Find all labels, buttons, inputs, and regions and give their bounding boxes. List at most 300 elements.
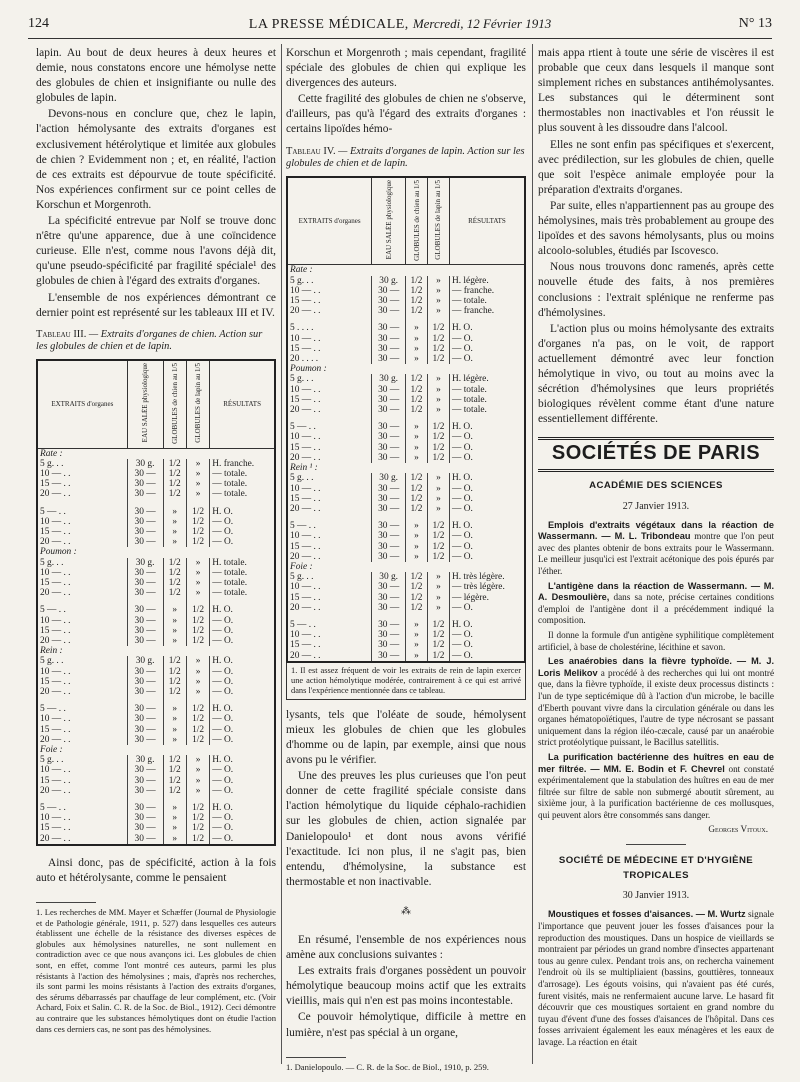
table-cell (210, 500, 275, 507)
table-cell: » (186, 667, 209, 677)
table-cell: » (163, 507, 186, 517)
academie-title: ACADÉMIE DES SCIENCES (589, 480, 723, 492)
table-row (287, 494, 525, 504)
table-cell: 20 — . . (37, 735, 127, 745)
table-row (37, 605, 275, 615)
table-cell: 30 — (372, 453, 406, 463)
table-row (287, 415, 525, 422)
table-cell: 5 g. . . (37, 656, 127, 666)
section-title: SOCIÉTÉS DE PARIS (551, 442, 761, 465)
table-cell: 30 — (372, 640, 406, 650)
table-cell: 30 — (127, 489, 163, 499)
divider (626, 844, 686, 845)
table-cell: 10 — . . (37, 714, 127, 724)
column-divider (281, 44, 282, 1064)
table-caption-text: — Extraits d'organes de lapin. Action sur les globules de chien et de lapin. (286, 145, 525, 169)
table-cell: » (186, 687, 209, 697)
report-text: montre que l'on peut avec des plantes obtenir de bons extraits pour le Wassermann. Le meilleur jusqu'ici est l'extrait acétonique des pois épurés par l'éther. (538, 531, 774, 576)
table-cell (372, 613, 406, 620)
table-row (37, 636, 275, 646)
table-cell: 30 g. (127, 656, 163, 666)
table-cell: 30 — (372, 286, 406, 296)
table-cell (127, 500, 163, 507)
table-row (37, 786, 275, 796)
paragraph: mais appa rtient à toute une série de viscères il est probable que ceux dans lesquels il manque sont simplement riches en substances antihémolysantes. Les substances qui le déterminent sont thermostables non inactivables et l'on réussit le plus souvent à les dissoudre dans l'alcool. (538, 47, 774, 135)
table-cell: — O. (210, 677, 275, 687)
table-cell: 1/2 (186, 714, 209, 724)
table-cell (127, 796, 163, 803)
table-cell: 1/2 (186, 735, 209, 745)
table-cell: 1/2 (428, 354, 450, 364)
table-cell: » (186, 578, 209, 588)
organ-label: Rein : (37, 646, 275, 656)
table-cell: 30 — (372, 504, 406, 514)
table-cell: 30 — (127, 776, 163, 786)
table-cell (287, 316, 372, 323)
table-cell: » (406, 344, 428, 354)
table-cell: 30 — (127, 568, 163, 578)
table-cell: 1/2 (406, 306, 428, 316)
table-cell: — O. (449, 484, 525, 494)
table-cell: 5 — . . (287, 422, 372, 432)
table-cell: 30 — (372, 296, 406, 306)
table-row (37, 616, 275, 626)
table-row (37, 656, 275, 666)
table-cell: 15 — . . (287, 593, 372, 603)
table-cell: — O. (210, 527, 275, 537)
table-4-note: 1. Il est assez fréquent de voir les extraits de rein de lapin exercer une action hémolytique modérée, contrairement à ce qui est arrivé dans l'expérience mentionnée dans ce tableau. (286, 663, 526, 700)
section-rule (538, 469, 774, 472)
table-cell: » (163, 636, 186, 646)
table-cell: 1/2 (428, 334, 450, 344)
report-item (538, 630, 774, 653)
table-cell: 1/2 (186, 537, 209, 547)
table-header (372, 177, 406, 265)
academie-date: 27 Janvier 1913. (622, 500, 690, 512)
table-cell: » (406, 552, 428, 562)
table-cell: 15 — . . (37, 527, 127, 537)
table-cell: 1/2 (186, 636, 209, 646)
footnote-rule (286, 1057, 346, 1058)
header-label: EAU SALÉE physiologique (384, 180, 393, 260)
table-cell: H. O. (210, 656, 275, 666)
table-4-caption (286, 146, 526, 170)
table-row (287, 276, 525, 286)
table-cell: 20 — . . (37, 786, 127, 796)
table-cell: 1/2 (186, 626, 209, 636)
table-cell: 15 — . . (287, 640, 372, 650)
table-row (37, 578, 275, 588)
table-cell: 1/2 (406, 473, 428, 483)
table-cell: 5 — . . (287, 620, 372, 630)
table-row (37, 489, 275, 499)
organ-label: Rein ¹ : (287, 463, 525, 473)
table-cell: 1/2 (186, 517, 209, 527)
table-cell: 1/2 (406, 603, 428, 613)
table-cell: 1/2 (163, 667, 186, 677)
table-cell: H. O. (210, 803, 275, 813)
report-text: dans sa note, précise certaines conditions d'emploi de l'antigène dont il a précédemment indiqué la composition. (538, 592, 774, 626)
table-cell: 1/2 (428, 432, 450, 442)
table-cell: 1/2 (163, 469, 186, 479)
table-cell (449, 316, 525, 323)
column-divider (532, 44, 533, 1064)
table-cell: » (163, 704, 186, 714)
table-cell (406, 415, 428, 422)
table-cell: H. O. (449, 473, 525, 483)
table-cell: 30 g. (372, 276, 406, 286)
table-row (287, 582, 525, 592)
table-cell (428, 514, 450, 521)
table-cell: » (163, 813, 186, 823)
table-header (186, 360, 209, 448)
table-cell: » (428, 504, 450, 514)
report-text: a procédé à des recherches qui lui ont montré que, dans la fièvre typhoïde, il existe deux processus distincts : l'un de type septicémique dû à l'action d'un microbe, le bacille d'Eberth pouvant vivre dans la circulation générale ou dans les organes hématopoïétiques, l'autre de type nécrosant se passant uniquement dans la région iléo-cæcale, causé par un anaérobie strict protéolytique puissant, le Bacillus satellitis. (538, 667, 775, 748)
table-row (37, 755, 275, 765)
table-cell: 1/2 (163, 588, 186, 598)
table-cell: — O. (210, 687, 275, 697)
table-row (37, 796, 275, 803)
report-text: signale l'importance que peuvent jouer les fosses d'aisances pour la reproduction des moustiques. Dans un hospice de vieillards se montraient par périodes un grand nombre d'insectes appartenant tous au genre culex. Pendant trois ans, on rechercha vainement l'endroit où ils se multipliaient (bassins, gouttières, tonneaux d'arrosage). Les égouts voisins, qui n'avaient pas été curés, furent visités, mais ne renfermaient aucune larve. Le hasard fit découvrir que ces moustiques sortaient en grand nombre du tuyau d'évent d'une des fosses d'aisances de l'hôpital. Dans ces fosses arrivaient également les eaux ménagères et les eaux de lavage. La réaction en était (538, 909, 774, 1047)
table-row (37, 776, 275, 786)
table-label: Tableau IV. (286, 145, 336, 157)
table-cell: 30 — (372, 344, 406, 354)
table-cell: 15 — . . (37, 479, 127, 489)
table-cell: 1/2 (163, 479, 186, 489)
table-row (287, 385, 525, 395)
section-stars: ⁂ (401, 905, 411, 917)
table-cell: 30 — (372, 323, 406, 333)
table-cell: — O. (449, 443, 525, 453)
table-cell: » (186, 479, 209, 489)
table-cell: » (406, 521, 428, 531)
table-row (287, 613, 525, 620)
table-cell: — totale. (210, 479, 275, 489)
table-cell: » (406, 640, 428, 650)
table-cell: 30 — (127, 714, 163, 724)
table-cell: 30 — (127, 507, 163, 517)
table-cell: 20 — . . (287, 504, 372, 514)
table-cell: » (428, 572, 450, 582)
organ-label: Foie : (37, 745, 275, 755)
table-cell: » (163, 834, 186, 845)
table-cell (449, 415, 525, 422)
table-cell (449, 613, 525, 620)
table-cell: — totale. (449, 385, 525, 395)
table-cell: » (163, 725, 186, 735)
table-cell (210, 697, 275, 704)
table-cell: 10 — . . (37, 765, 127, 775)
paragraph: Cette fragilité des globules de chien ne s'observe, d'ailleurs, pas qu'à l'égard des extraits d'organes : certains lipoïdes hémo- (286, 93, 526, 136)
table-cell: » (186, 755, 209, 765)
organ-label: Rate : (287, 265, 525, 276)
table-cell: 1/2 (428, 422, 450, 432)
footnote: 1. Les recherches de MM. Mayer et Schæffer (Journal de Physiologie et de Pathologie générale, 1911, p. 527) dans lesquelles ces auteurs établissent une échelle de la résistance des diverses espèces de globules aux hémolysines naturelles, ne sont nullement en contradiction avec ce que nous avançons ici. Les globules de chien sont, en effet, comme l'ont montré ces auteurs, parmi les plus résistants à l'action des hémolysines ; mais, d'après nos recherches, ils sont parmi les moins résistants à l'action des extraits d'organes, des sérums débarrassés par chauffage de leur complément, etc. (Voir Achard, Foix et Salin. C. R. de la Soc. de Biol., 1912). Ceci démontre au contraire que les substances hémolytiques dont on étudie l'action dans ces derniers cas, ne sont pas des hémolysines. (36, 907, 276, 1034)
journal-name: LA PRESSE MÉDICALE, (248, 17, 409, 32)
table-cell: 1/2 (406, 593, 428, 603)
table-cell: — totale. (210, 568, 275, 578)
table-cell: » (186, 489, 209, 499)
table-cell: 30 — (372, 620, 406, 630)
header-label: EXTRAITS d'organes (298, 217, 361, 225)
table-cell: 30 — (127, 626, 163, 636)
table-cell: — O. (449, 542, 525, 552)
table-cell (163, 697, 186, 704)
table-row (287, 531, 525, 541)
section-rule (538, 437, 774, 440)
table-cell: 20 — . . (37, 489, 127, 499)
table-row (287, 344, 525, 354)
table-row (37, 459, 275, 469)
table-cell: 1/2 (186, 834, 209, 845)
table-cell: 30 g. (127, 558, 163, 568)
table-cell: 15 — . . (37, 677, 127, 687)
footnote-rule (36, 902, 96, 903)
issue-number: N° 13 (738, 16, 772, 31)
table-cell: 30 — (127, 834, 163, 845)
table-cell: 30 — (372, 422, 406, 432)
table-row (287, 306, 525, 316)
table-cell: — O. (210, 725, 275, 735)
table-row (37, 813, 275, 823)
table-cell: 5 g. . . (287, 572, 372, 582)
table-cell: 10 — . . (37, 667, 127, 677)
table-cell: 30 g. (127, 755, 163, 765)
table-row (37, 558, 275, 568)
table-row (287, 640, 525, 650)
table-cell: 1/2 (428, 443, 450, 453)
table-row (37, 687, 275, 697)
table-cell: — O. (210, 765, 275, 775)
table-cell: 1/2 (428, 531, 450, 541)
table-row (37, 735, 275, 745)
table-cell: 30 — (372, 630, 406, 640)
table-cell: H. légère. (449, 374, 525, 384)
table-cell: — O. (210, 823, 275, 833)
table-row (287, 443, 525, 453)
table-cell: — O. (449, 531, 525, 541)
table-cell: 30 — (127, 725, 163, 735)
table-row (287, 354, 525, 364)
table-cell: — totale. (449, 296, 525, 306)
table-row (287, 405, 525, 415)
table-cell: — O. (449, 334, 525, 344)
table-cell: 1/2 (406, 395, 428, 405)
table-cell: 30 — (127, 704, 163, 714)
table-cell (428, 613, 450, 620)
table-cell: » (428, 593, 450, 603)
table-cell: — totale. (210, 588, 275, 598)
header-label: EAU SALÉE physiologique (141, 363, 150, 443)
organ-label: Foie : (287, 562, 525, 572)
table-row (287, 504, 525, 514)
table-cell: 1/2 (163, 677, 186, 687)
table-row (37, 677, 275, 687)
table-cell: 1/2 (406, 286, 428, 296)
column-2 (286, 46, 526, 1072)
paragraph: Elles ne sont enfin pas spécifiques et s'exercent, avec prédilection, sur les globules de chien, quelle que soit l'espèce animale employée pour la préparation d'extraits d'organes. (538, 138, 774, 196)
table-cell: — totale. (210, 578, 275, 588)
table-cell: — O. (210, 537, 275, 547)
table-row (37, 507, 275, 517)
table-cell: » (428, 296, 450, 306)
table-cell: — O. (449, 494, 525, 504)
societe-date: 30 Janvier 1913. (622, 890, 690, 902)
table-cell: H. franche. (210, 459, 275, 469)
table-cell: 10 — . . (287, 531, 372, 541)
table-cell: 30 — (127, 616, 163, 626)
table-cell: » (186, 469, 209, 479)
table-cell: 20 — . . (287, 651, 372, 662)
table-cell: 10 — . . (287, 385, 372, 395)
table-cell: 1/2 (186, 704, 209, 714)
table-cell (186, 598, 209, 605)
table-row (287, 316, 525, 323)
table-cell: 20 — . . (37, 588, 127, 598)
table-cell: » (163, 626, 186, 636)
table-cell: H. O. (210, 507, 275, 517)
table-cell (372, 415, 406, 422)
table-row (287, 484, 525, 494)
table-cell: — O. (210, 735, 275, 745)
table-cell: 30 — (127, 605, 163, 615)
table-row (37, 500, 275, 507)
table-cell: » (428, 484, 450, 494)
header-label: EXTRAITS d'organes (51, 400, 114, 409)
table-header (406, 177, 428, 265)
issue-date: Mercredi, 12 Février 1913 (412, 16, 552, 31)
table-cell: 30 — (127, 823, 163, 833)
table-cell: 30 — (127, 537, 163, 547)
table-cell: 30 g. (372, 374, 406, 384)
header-label: RÉSULTATS (223, 400, 261, 409)
table-cell: 1/2 (428, 620, 450, 630)
table-cell: 10 — . . (287, 334, 372, 344)
table-cell: 5 — . . (37, 605, 127, 615)
table-cell: » (163, 517, 186, 527)
table-cell: — O. (449, 432, 525, 442)
table-cell (406, 316, 428, 323)
table-cell: 5 g. . . (37, 558, 127, 568)
paragraph: Korschun et Morgenroth ; mais cependant, fragilité spéciale des globules de chien qui explique les divergences des auteurs. (286, 47, 526, 90)
table-row (287, 374, 525, 384)
table-cell: 30 — (127, 813, 163, 823)
table-cell (449, 514, 525, 521)
paragraph: lapin. Au bout de deux heures à deux heures et demie, nous constatons encore une hémolyse nette des globules de chien et insignifiante ou nulle des globules de lapin. (36, 47, 276, 105)
table-cell: — O. (449, 453, 525, 463)
table-cell: 1/2 (428, 344, 450, 354)
table-row (37, 823, 275, 833)
table-cell: 30 — (127, 735, 163, 745)
table-row (287, 603, 525, 613)
table-cell: 10 — . . (37, 616, 127, 626)
report-heading: Moustiques et fosses d'aisances. — M. Wurtz (548, 909, 746, 920)
table-header (127, 360, 163, 448)
table-cell (37, 598, 127, 605)
table-row (287, 620, 525, 630)
table-label: Tableau III. (36, 328, 87, 340)
table-cell: 20 . . . . (287, 354, 372, 364)
table-row (287, 422, 525, 432)
table-row (287, 296, 525, 306)
table-row (287, 521, 525, 531)
table-cell: » (428, 276, 450, 286)
table-cell: 30 — (127, 803, 163, 813)
table-cell: 1/2 (163, 578, 186, 588)
table-cell: 1/2 (406, 572, 428, 582)
table-cell: 5 g. . . (287, 473, 372, 483)
table-cell: 30 g. (127, 459, 163, 469)
header-rule (28, 38, 772, 39)
table-cell: 20 — . . (37, 687, 127, 697)
table-cell: 5 — . . (37, 704, 127, 714)
table-cell: 15 — . . (37, 578, 127, 588)
table-cell: 30 — (127, 765, 163, 775)
table-row (287, 651, 525, 662)
report-item (538, 909, 774, 1048)
table-row (37, 537, 275, 547)
table-row (287, 286, 525, 296)
table-cell: » (163, 823, 186, 833)
table-row (37, 714, 275, 724)
table-row (37, 568, 275, 578)
table-cell: 1/2 (428, 640, 450, 650)
table-row (37, 598, 275, 605)
table-cell: » (163, 803, 186, 813)
table-cell: 30 — (372, 395, 406, 405)
table-cell: 30 — (127, 578, 163, 588)
table-header (428, 177, 450, 265)
table-cell: 1/2 (186, 823, 209, 833)
paragraph: lysants, tels que l'oléate de soude, hémolysent mieux les globules de chien que les globules d'homme ou de lapin, par exemple, ainsi que nous avons pu le vérifier. (286, 708, 526, 767)
header-label: GLOBULES de chien au 1/5 (170, 362, 179, 444)
table-cell (287, 415, 372, 422)
table-cell: 1/2 (186, 803, 209, 813)
table-cell: » (428, 395, 450, 405)
table-cell: 1/2 (186, 813, 209, 823)
table-cell: 1/2 (428, 542, 450, 552)
table-row (37, 667, 275, 677)
report-item (538, 520, 774, 578)
table-cell (37, 697, 127, 704)
report-item (538, 656, 774, 749)
table-cell: » (406, 443, 428, 453)
table-cell: 5 — . . (37, 803, 127, 813)
table-cell: 30 — (372, 542, 406, 552)
table-cell: » (163, 714, 186, 724)
table-cell: 30 — (127, 588, 163, 598)
table-header (163, 360, 186, 448)
table-row (37, 834, 275, 845)
table-cell: — O. (210, 667, 275, 677)
table-cell: 30 — (372, 432, 406, 442)
table-row (287, 552, 525, 562)
table-cell: — O. (210, 776, 275, 786)
table-cell: 30 — (372, 552, 406, 562)
table-cell: 30 — (127, 469, 163, 479)
table-cell (210, 796, 275, 803)
table-cell: 1/2 (428, 453, 450, 463)
table-cell: 1/2 (163, 687, 186, 697)
table-row (287, 323, 525, 333)
table-cell (127, 697, 163, 704)
table-cell: — O. (210, 813, 275, 823)
table-cell (287, 514, 372, 521)
table-cell: 10 — . . (37, 813, 127, 823)
table-cell: » (428, 385, 450, 395)
table-cell: 1/2 (406, 504, 428, 514)
column-1 (36, 46, 276, 1034)
